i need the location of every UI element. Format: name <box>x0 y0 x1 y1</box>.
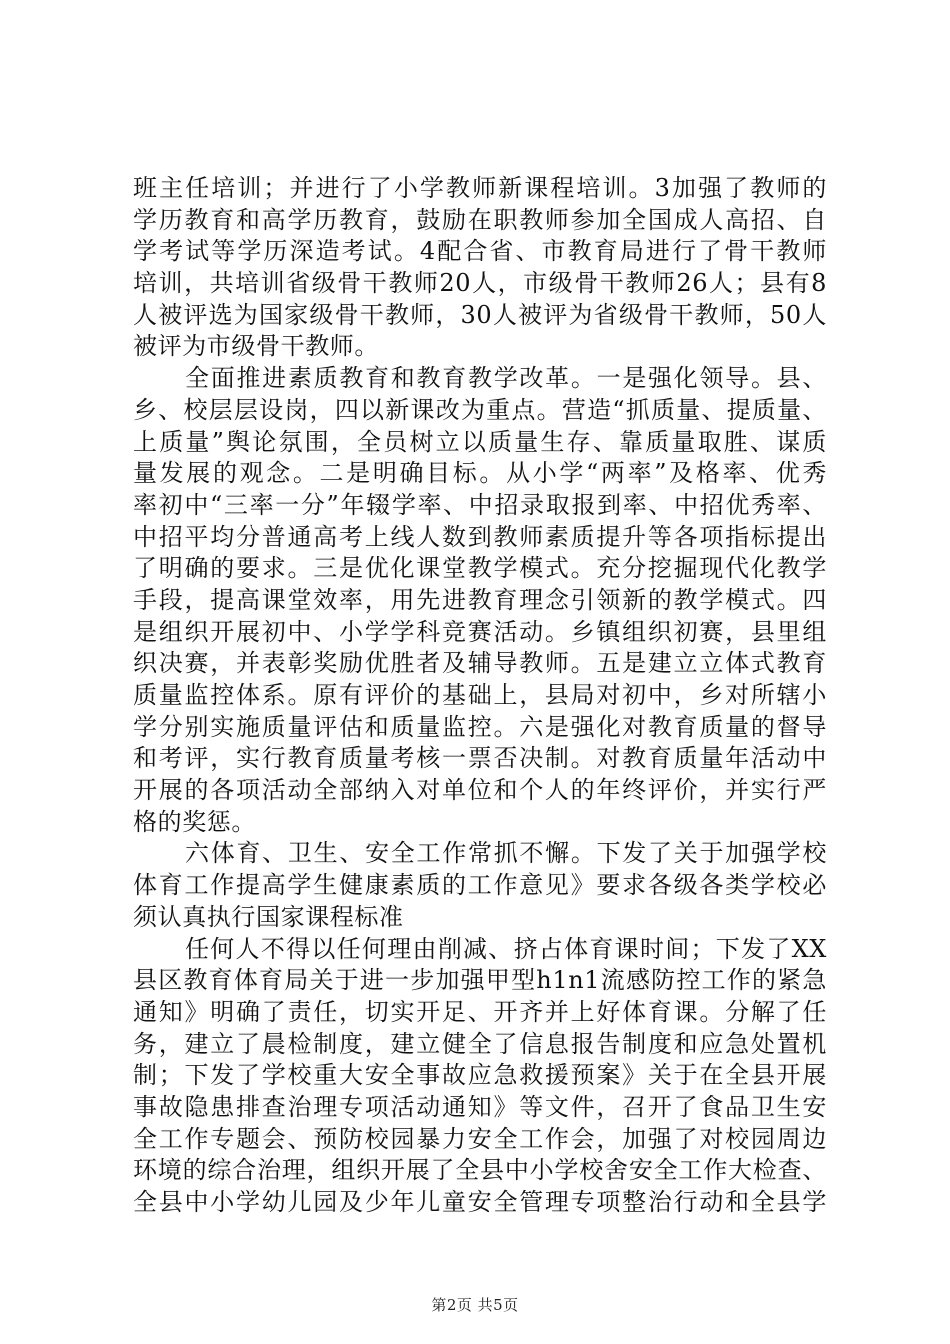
text-line: 率初中“三率一分”年辍学率、中招录取报到率、中招优秀率、 <box>133 490 827 519</box>
text-line: 县区教育体育局关于进一步加强甲型h1n1流感防控工作的紧急 <box>133 966 827 995</box>
text-line: 学考试等学历深造考试。4配合省、市教育局进行了骨干教师 <box>133 237 827 266</box>
text-line: 须认真执行国家课程标准 <box>133 902 404 931</box>
text-line: 乡、校层层设岗，四以新课改为重点。营造“抓质量、提质量、 <box>133 395 827 424</box>
text-line: 和考评，实行教育质量考核一票否决制。对教育质量年活动中 <box>133 744 827 773</box>
paragraph-first-line: 全面推进素质教育和教育教学改革。一是强化领导。县、 <box>185 364 827 393</box>
text-line: 事故隐患排查治理专项活动通知》等文件，召开了食品卫生安 <box>133 1092 827 1121</box>
text-line: 了明确的要求。三是优化课堂教学模式。充分挖掘现代化教学 <box>133 554 827 583</box>
text-line: 体育工作提高学生健康素质的工作意见》要求各级各类学校必 <box>133 871 827 900</box>
text-line: 量发展的观念。二是明确目标。从小学“两率”及格率、优秀 <box>133 459 827 488</box>
text-line: 环境的综合治理，组织开展了全县中小学校舍安全工作大检查、 <box>133 1156 827 1185</box>
text-line: 被评为市级骨干教师。 <box>133 332 379 361</box>
paragraph-first-line: 六体育、卫生、安全工作常抓不懈。下发了关于加强学校 <box>185 839 827 868</box>
text-line: 全县中小学幼儿园及少年儿童安全管理专项整治行动和全县学 <box>133 1188 827 1216</box>
text-line: 通知》明确了责任，切实开足、开齐并上好体育课。分解了任 <box>133 997 827 1026</box>
text-line: 制；下发了学校重大安全事故应急救援预案》关于在全县开展 <box>133 1061 827 1090</box>
text-line: 中招平均分普通高考上线人数到教师素质提升等各项指标提出 <box>133 522 827 551</box>
text-line: 开展的各项活动全部纳入对单位和个人的年终评价，并实行严 <box>133 776 827 805</box>
page-number-footer: 第2页 共5页 <box>431 1296 519 1314</box>
paragraph-first-line: 任何人不得以任何理由削减、挤占体育课时间；下发了XX <box>185 934 827 963</box>
text-line: 培训，共培训省级骨干教师20人，市级骨干教师26人；县有8 <box>133 269 827 298</box>
text-line: 质量监控体系。原有评价的基础上，县局对初中，乡对所辖小 <box>133 681 827 709</box>
text-line: 格的奖惩。 <box>133 807 256 836</box>
text-line: 学历教育和高学历教育，鼓励在职教师参加全国成人高招、自 <box>133 205 827 234</box>
text-line: 务，建立了晨检制度，建立健全了信息报告制度和应急处置机 <box>133 1029 827 1058</box>
text-line: 全工作专题会、预防校园暴力安全工作会，加强了对校园周边 <box>133 1124 827 1153</box>
text-line: 上质量”舆论氛围，全员树立以质量生存、靠质量取胜、谋质 <box>133 427 827 456</box>
text-line: 人被评选为国家级骨干教师，30人被评为省级骨干教师，50人 <box>133 300 827 329</box>
text-line: 是组织开展初中、小学学科竞赛活动。乡镇组织初赛，县里组 <box>133 617 827 646</box>
document-body <box>133 173 827 1219</box>
text-line: 手段，提高课堂效率，用先进教育理念引领新的教学模式。四 <box>133 585 827 614</box>
text-line: 织决赛，并表彰奖励优胜者及辅导教师。五是建立立体式教育 <box>133 649 827 678</box>
text-line: 班主任培训；并进行了小学教师新课程培训。3加强了教师的 <box>133 174 827 202</box>
text-line: 学分别实施质量评估和质量监控。六是强化对教育质量的督导 <box>133 712 827 741</box>
